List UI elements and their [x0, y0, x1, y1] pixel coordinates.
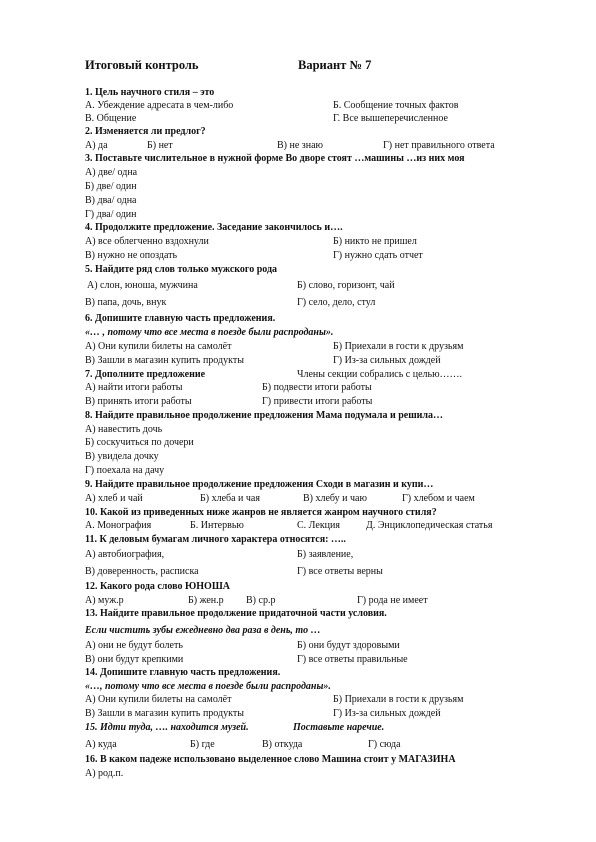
- answer-option: Б) хлеба и чая: [200, 493, 260, 504]
- answer-option: Г) село, дело, стул: [297, 297, 376, 308]
- answer-option: Б) слово, горизонт, чай: [297, 280, 395, 291]
- question-text: 1. Цель научного стиля – это: [85, 87, 215, 98]
- question-text: 6. Допишите главную часть предложения.: [85, 313, 276, 324]
- answer-option: Б. Интервью: [190, 520, 244, 531]
- question-text: 10. Какой из приведенных ниже жанров не является жанром научного стиля?: [85, 507, 437, 518]
- answer-option: В) доверенность, расписка: [85, 566, 199, 577]
- answer-option: Г) все ответы верны: [297, 566, 383, 577]
- answer-option: Б) они будут здоровыми: [297, 640, 400, 651]
- answer-option: Г) привести итоги работы: [262, 396, 373, 407]
- variant-number: Вариант № 7: [298, 58, 372, 72]
- answer-option: А) найти итоги работы: [85, 382, 183, 393]
- answer-option: Г) рода не имеет: [357, 595, 428, 606]
- answer-option: А) навестить дочь: [85, 424, 163, 435]
- answer-option: А. Монография: [85, 520, 152, 531]
- question-text: 3. Поставьте числительное в нужной форме Во дворе стоят …машины …из них моя: [85, 153, 465, 164]
- answer-option: А) Они купили билеты на самолёт: [85, 341, 232, 352]
- answer-option: Г) нет правильного ответа: [383, 140, 495, 151]
- answer-option: Д. Энциклопедическая статья: [366, 520, 493, 531]
- answer-option: В) не знаю: [277, 140, 324, 151]
- question-text: 7. Дополните предложение: [85, 369, 206, 380]
- answer-option: В) увидела дочку: [85, 451, 159, 462]
- answer-option: А) они не будут болеть: [85, 640, 183, 651]
- answer-option: Б) подвести итоги работы: [262, 382, 372, 393]
- answer-option: Г) Из-за сильных дождей: [333, 355, 441, 366]
- answer-option: А) Они купили билеты на самолёт: [85, 694, 232, 705]
- answer-option: Б) две/ один: [85, 181, 137, 192]
- answer-option: А) род.п.: [85, 768, 124, 779]
- answer-option: А. Убеждение адресата в чем-либо: [85, 100, 234, 111]
- answer-option: А) муж.р: [85, 595, 124, 606]
- answer-option: Б) жен.р: [188, 595, 224, 606]
- answer-option: В) два/ одна: [85, 195, 137, 206]
- answer-option: Б) Приехали в гости к друзьям: [333, 694, 464, 705]
- question-text: «…, потому что все места в поезде были распроданы».: [85, 681, 331, 692]
- answer-option: Б) никто не пришел: [333, 236, 417, 247]
- question-text: 13. Найдите правильное продолжение придаточной части условия.: [85, 608, 387, 619]
- answer-option: Б) заявление,: [297, 549, 354, 560]
- answer-option: Г) два/ один: [85, 209, 137, 220]
- answer-option: А) слон, юноша, мужчина: [87, 280, 198, 291]
- answer-option: Г) Из-за сильных дождей: [333, 708, 441, 719]
- answer-option: В) папа, дочь, внук: [85, 297, 167, 308]
- answer-option: В) принять итоги работы: [85, 396, 192, 407]
- answer-option: А) все облегченно вздохнули: [85, 236, 209, 247]
- answer-option: Б) нет: [147, 140, 173, 151]
- question-text: Если чистить зубы ежедневно два раза в день, то …: [85, 625, 321, 636]
- question-text: 9. Найдите правильное продолжение предложения Сходи в магазин и купи…: [85, 479, 434, 490]
- question-text: 14. Допишите главную часть предложения.: [85, 667, 281, 678]
- answer-option: Поставьте наречие.: [293, 722, 385, 733]
- answer-option: Г) сюда: [368, 739, 401, 750]
- answer-option: В. Общение: [85, 113, 137, 124]
- answer-option: В) ср.р: [246, 595, 276, 606]
- question-text: 4. Продолжите предложение. Заседание закончилось и….: [85, 222, 343, 233]
- question-text: 8. Найдите правильное продолжение предложения Мама подумала и решила…: [85, 410, 444, 421]
- answer-option: А) две/ одна: [85, 167, 138, 178]
- question-text: 2. Изменяется ли предлог?: [85, 126, 206, 137]
- answer-option: Члены секции собрались с целью…….: [297, 369, 463, 380]
- answer-option: Б. Сообщение точных фактов: [333, 100, 459, 111]
- answer-option: А) куда: [85, 739, 117, 750]
- answer-option: Г) все ответы правильные: [297, 654, 408, 665]
- question-text: 16. В каком падеже использовано выделенное слово Машина стоит у МАГАЗИНА: [85, 754, 456, 765]
- answer-option: Г) нужно сдать отчет: [333, 250, 423, 261]
- question-text: 12. Какого рода слово ЮНОША: [85, 581, 231, 592]
- answer-option: Б) Приехали в гости к друзьям: [333, 341, 464, 352]
- answer-option: В) они будут крепкими: [85, 654, 184, 665]
- answer-option: В) хлебу и чаю: [303, 493, 367, 504]
- answer-option: Г) хлебом и чаем: [402, 493, 475, 504]
- answer-option: А) хлеб и чай: [85, 493, 143, 504]
- answer-option: В) Зашли в магазин купить продукты: [85, 708, 244, 719]
- question-text: 5. Найдите ряд слов только мужского рода: [85, 264, 278, 275]
- answer-option: В) нужно не опоздать: [85, 250, 178, 261]
- answer-option: Б) соскучиться по дочери: [85, 437, 194, 448]
- answer-option: С. Лекция: [297, 520, 340, 531]
- answer-option: А) да: [85, 140, 108, 151]
- test-title: Итоговый контроль: [85, 58, 199, 72]
- question-text: «… , потому что все места в поезде были распроданы».: [85, 327, 334, 338]
- answer-option: В) откуда: [262, 739, 303, 750]
- answer-option: 15. Идти туда, …. находится музей.: [85, 722, 249, 733]
- answer-option: Б) где: [190, 739, 215, 750]
- answer-option: А) автобиография,: [85, 549, 165, 560]
- answer-option: В) Зашли в магазин купить продукты: [85, 355, 244, 366]
- question-text: 11. К деловым бумагам личного характера относятся: …..: [85, 534, 346, 545]
- answer-option: Г. Все вышеперечисленное: [333, 113, 448, 124]
- answer-option: Г) поехала на дачу: [85, 465, 165, 476]
